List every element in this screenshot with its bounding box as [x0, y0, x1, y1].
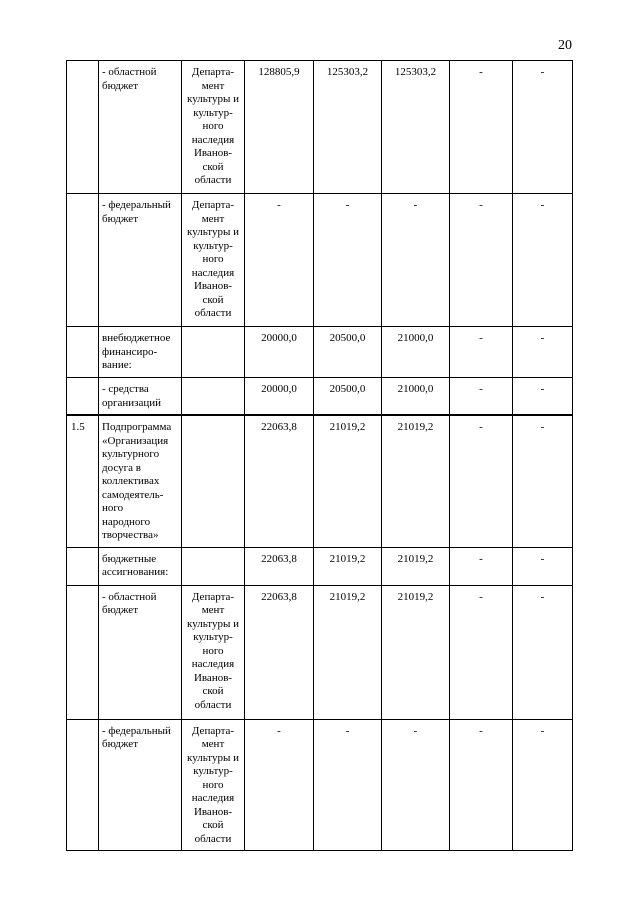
value-cell-4: -: [450, 719, 513, 851]
value-cell-3: -: [382, 194, 450, 327]
row-name-cell: - федеральный бюджет: [99, 719, 182, 851]
table-row: [67, 585, 573, 719]
value-cell-4: -: [450, 327, 513, 378]
department-cell: Департа- мент культуры и культур- ного наследия Иванов- ской области: [182, 61, 245, 194]
value-cell-3: 21019,2: [382, 547, 450, 585]
row-name-cell: - областной бюджет: [99, 61, 182, 194]
value-cell-1: -: [245, 719, 314, 851]
row-index-cell: [67, 61, 99, 194]
value-cell-2: 125303,2: [314, 61, 382, 194]
table-row: [67, 378, 573, 416]
table-row: [67, 194, 573, 327]
department-cell: Департа- мент культуры и культур- ного наследия Иванов- ской области: [182, 194, 245, 327]
table-row: [67, 327, 573, 378]
value-cell-3: 125303,2: [382, 61, 450, 194]
row-name-cell: Подпрограмма «Организация культурного досуга в коллективах самодеятель- ного народного творчества»: [99, 415, 182, 547]
department-cell: [182, 547, 245, 585]
value-cell-5: -: [513, 378, 573, 416]
value-cell-2: 21019,2: [314, 585, 382, 719]
value-cell-2: 21019,2: [314, 415, 382, 547]
department-cell: [182, 378, 245, 416]
value-cell-4: -: [450, 585, 513, 719]
row-name-cell: - федеральный бюджет: [99, 194, 182, 327]
page-number: 20: [558, 38, 572, 53]
value-cell-2: -: [314, 194, 382, 327]
value-cell-2: 21019,2: [314, 547, 382, 585]
value-cell-3: 21000,0: [382, 327, 450, 378]
value-cell-1: 22063,8: [245, 415, 314, 547]
row-index-cell: [67, 547, 99, 585]
department-cell: [182, 327, 245, 378]
value-cell-4: -: [450, 415, 513, 547]
value-cell-1: 22063,8: [245, 585, 314, 719]
value-cell-5: -: [513, 585, 573, 719]
department-cell: Департа- мент культуры и культур- ного наследия Иванов- ской области: [182, 585, 245, 719]
value-cell-2: 20500,0: [314, 378, 382, 416]
value-cell-4: -: [450, 194, 513, 327]
row-name-cell: - областной бюджет: [99, 585, 182, 719]
table-row: [67, 61, 573, 194]
row-name-cell: бюджетные ассигнования:: [99, 547, 182, 585]
value-cell-1: 20000,0: [245, 327, 314, 378]
value-cell-1: -: [245, 194, 314, 327]
row-index-cell: [67, 378, 99, 416]
value-cell-5: -: [513, 61, 573, 194]
row-name-cell: - средства организаций: [99, 378, 182, 416]
value-cell-3: 21000,0: [382, 378, 450, 416]
department-cell: Департа- мент культуры и культур- ного наследия Иванов- ской области: [182, 719, 245, 851]
table-row: [67, 719, 573, 851]
value-cell-5: -: [513, 194, 573, 327]
value-cell-1: 22063,8: [245, 547, 314, 585]
value-cell-1: 128805,9: [245, 61, 314, 194]
row-index-cell: [67, 194, 99, 327]
department-cell: [182, 415, 245, 547]
row-index-cell: [67, 719, 99, 851]
value-cell-4: -: [450, 61, 513, 194]
value-cell-3: -: [382, 719, 450, 851]
row-index-cell: [67, 585, 99, 719]
row-name-cell: внебюджетное финансиро- вание:: [99, 327, 182, 378]
value-cell-1: 20000,0: [245, 378, 314, 416]
value-cell-4: -: [450, 547, 513, 585]
row-index-cell: 1.5: [67, 415, 99, 547]
value-cell-3: 21019,2: [382, 585, 450, 719]
value-cell-5: -: [513, 719, 573, 851]
value-cell-5: -: [513, 415, 573, 547]
value-cell-5: -: [513, 327, 573, 378]
value-cell-2: -: [314, 719, 382, 851]
value-cell-3: 21019,2: [382, 415, 450, 547]
budget-table: [66, 60, 573, 851]
value-cell-4: -: [450, 378, 513, 416]
value-cell-2: 20500,0: [314, 327, 382, 378]
row-index-cell: [67, 327, 99, 378]
table-row: [67, 415, 573, 547]
value-cell-5: -: [513, 547, 573, 585]
table-row: [67, 547, 573, 585]
